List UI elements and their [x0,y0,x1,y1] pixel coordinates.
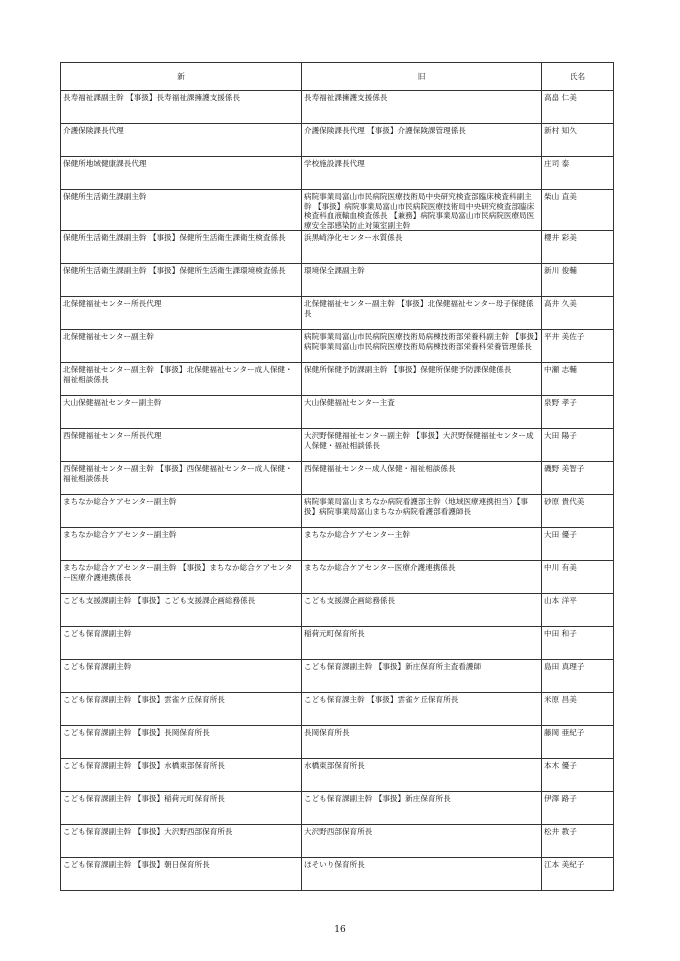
table-header-row [61,63,614,91]
cell-new-position: こども保育課副主幹 【事扱】水橋東部保育所長 [61,759,302,792]
personnel-transfer-table [60,62,614,891]
table-row [61,462,614,495]
cell-person-name: 大田 優子 [542,528,614,561]
cell-new-position: 保健所地域健康課長代理 [61,157,302,190]
cell-new-position: 保健所生活衛生課副主幹 【事扱】保健所生活衛生課衛生検査係長 [61,231,302,264]
cell-old-position: 病院事業局富山まちなか病院看護部主幹（地域医療連携担当）【事扱】病院事業局富山まちなか病院看護部看護師長 [302,495,542,528]
table-row [61,726,614,759]
cell-new-position: 北保健福祉センター所長代理 [61,297,302,330]
header-new: 新 [61,63,302,91]
cell-person-name: 中瀬 志輔 [542,363,614,396]
cell-new-position: 北保健福祉センター副主幹 [61,330,302,363]
table-row [61,396,614,429]
cell-old-position: こども保育課副主幹 【事扱】新庄保育所主査看護師 [302,660,542,693]
cell-new-position: まちなか総合ケアセンター副主幹 [61,495,302,528]
cell-new-position: こども保育課副主幹 【事扱】長岡保育所長 [61,726,302,759]
cell-new-position: まちなか総合ケアセンター副主幹 [61,528,302,561]
table-row [61,858,614,891]
cell-person-name: 中田 和子 [542,627,614,660]
cell-person-name: 本木 優子 [542,759,614,792]
header-name: 氏名 [542,63,614,91]
cell-old-position: 学校施設課長代理 [302,157,542,190]
cell-new-position: 保健所生活衛生課副主幹 【事扱】保健所生活衛生課環境検査係長 [61,264,302,297]
cell-new-position: こども保育課副主幹 [61,660,302,693]
table-row [61,231,614,264]
cell-new-position: こども保育課副主幹 [61,627,302,660]
cell-old-position: 病院事業局富山市民病院医療技術局中央研究検査部臨床検査科副主幹 【事扱】病院事業局富山市民病院医療技術局中央研究検査部臨床検査科血液輸血検査係長 【兼務】病院事業局富山市民病院医療局医療安全部感染防止対策室副主幹 [302,190,542,231]
cell-old-position: 北保健福祉センター副主幹 【事扱】北保健福祉センター母子保健係長 [302,297,542,330]
cell-old-position: 浜黒崎浄化センター水質係長 [302,231,542,264]
table-row [61,157,614,190]
cell-new-position: こども保育課副主幹 【事扱】朝日保育所長 [61,858,302,891]
table-row [61,825,614,858]
cell-person-name: 砂原 貴代美 [542,495,614,528]
cell-new-position: こども支援課副主幹 【事扱】こども支援課企画総務係長 [61,594,302,627]
table-row [61,627,614,660]
table-row [61,190,614,231]
cell-new-position: こども保育課副主幹 【事扱】稲荷元町保育所長 [61,792,302,825]
cell-person-name: 大田 陽子 [542,429,614,462]
table-row [61,792,614,825]
cell-person-name: 江本 美紀子 [542,858,614,891]
cell-old-position: 病院事業局富山市民病院医療技術局病棟技術部栄養科副主幹 【事扱】病院事業局富山市民病院医療技術局病棟技術部栄養科栄養管理係長 [302,330,542,363]
cell-old-position: こども保育課副主幹 【事扱】新庄保育所長 [302,792,542,825]
cell-old-position: まちなか総合ケアセンター主幹 [302,528,542,561]
cell-person-name: 新川 俊輔 [542,264,614,297]
cell-old-position: ほそいり保育所長 [302,858,542,891]
page-number: 16 [334,925,346,935]
header-old: 旧 [302,63,542,91]
cell-person-name: 高畠 仁美 [542,91,614,124]
cell-old-position: 長岡保育所長 [302,726,542,759]
cell-old-position: 介護保険課長代理 【事扱】介護保険課管理係長 [302,124,542,157]
table-row [61,759,614,792]
cell-old-position: こども支援課企画総務係長 [302,594,542,627]
cell-old-position: 大沢野保健福祉センター副主幹 【事扱】大沢野保健福祉センター成人保健・福祉相談係長 [302,429,542,462]
table-row [61,264,614,297]
cell-old-position: 稲荷元町保育所長 [302,627,542,660]
cell-new-position: 大山保健福祉センター副主幹 [61,396,302,429]
cell-person-name: 平井 美佐子 [542,330,614,363]
table-row [61,124,614,157]
cell-old-position: 保健所保健予防課副主幹 【事扱】保健所保健予防課保健係長 [302,363,542,396]
cell-person-name: 柴山 直美 [542,190,614,231]
cell-old-position: 大沢野西部保育所長 [302,825,542,858]
cell-new-position: 西保健福祉センター所長代理 [61,429,302,462]
cell-new-position: こども保育課副主幹 【事扱】大沢野西部保育所長 [61,825,302,858]
cell-old-position: こども保育課主幹 【事扱】雲雀ケ丘保育所長 [302,693,542,726]
cell-person-name: 伊澤 路子 [542,792,614,825]
cell-person-name: 松井 教子 [542,825,614,858]
cell-person-name: 櫻井 彩美 [542,231,614,264]
cell-person-name: 中川 有美 [542,561,614,594]
cell-old-position: 水橋東部保育所長 [302,759,542,792]
cell-new-position: 保健所生活衛生課副主幹 [61,190,302,231]
table-row [61,429,614,462]
table-body [61,91,614,891]
cell-person-name: 島田 真理子 [542,660,614,693]
cell-person-name: 庄司 泰 [542,157,614,190]
cell-new-position: 北保健福祉センター副主幹 【事扱】北保健福祉センター成人保健・福祉相談係長 [61,363,302,396]
table-row [61,660,614,693]
cell-old-position: まちなか総合ケアセンター医療介護連携係長 [302,561,542,594]
cell-person-name: 山本 洋平 [542,594,614,627]
cell-person-name: 泉野 孝子 [542,396,614,429]
cell-person-name: 高井 久美 [542,297,614,330]
cell-new-position: まちなか総合ケアセンター副主幹 【事扱】まちなか総合ケアセンター医療介護連携係長 [61,561,302,594]
table-row [61,594,614,627]
table-row [61,528,614,561]
cell-new-position: 長寿福祉課副主幹 【事扱】長寿福祉課擁護支援係長 [61,91,302,124]
cell-person-name: 藤岡 亜紀子 [542,726,614,759]
table-row [61,330,614,363]
table-row [61,363,614,396]
cell-person-name: 新村 知久 [542,124,614,157]
table-row [61,693,614,726]
table-row [61,91,614,124]
cell-new-position: こども保育課副主幹 【事扱】雲雀ケ丘保育所長 [61,693,302,726]
cell-old-position: 環境保全課副主幹 [302,264,542,297]
cell-person-name: 米原 昌美 [542,693,614,726]
table-row [61,495,614,528]
cell-old-position: 長寿福祉課擁護支援係長 [302,91,542,124]
table-row [61,297,614,330]
table-row [61,561,614,594]
cell-new-position: 西保健福祉センター副主幹 【事扱】西保健福祉センター成人保健・福祉相談係長 [61,462,302,495]
cell-person-name: 磯野 美智子 [542,462,614,495]
cell-old-position: 大山保健福祉センター主査 [302,396,542,429]
cell-old-position: 西保健福祉センター成人保健・福祉相談係長 [302,462,542,495]
cell-new-position: 介護保険課長代理 [61,124,302,157]
